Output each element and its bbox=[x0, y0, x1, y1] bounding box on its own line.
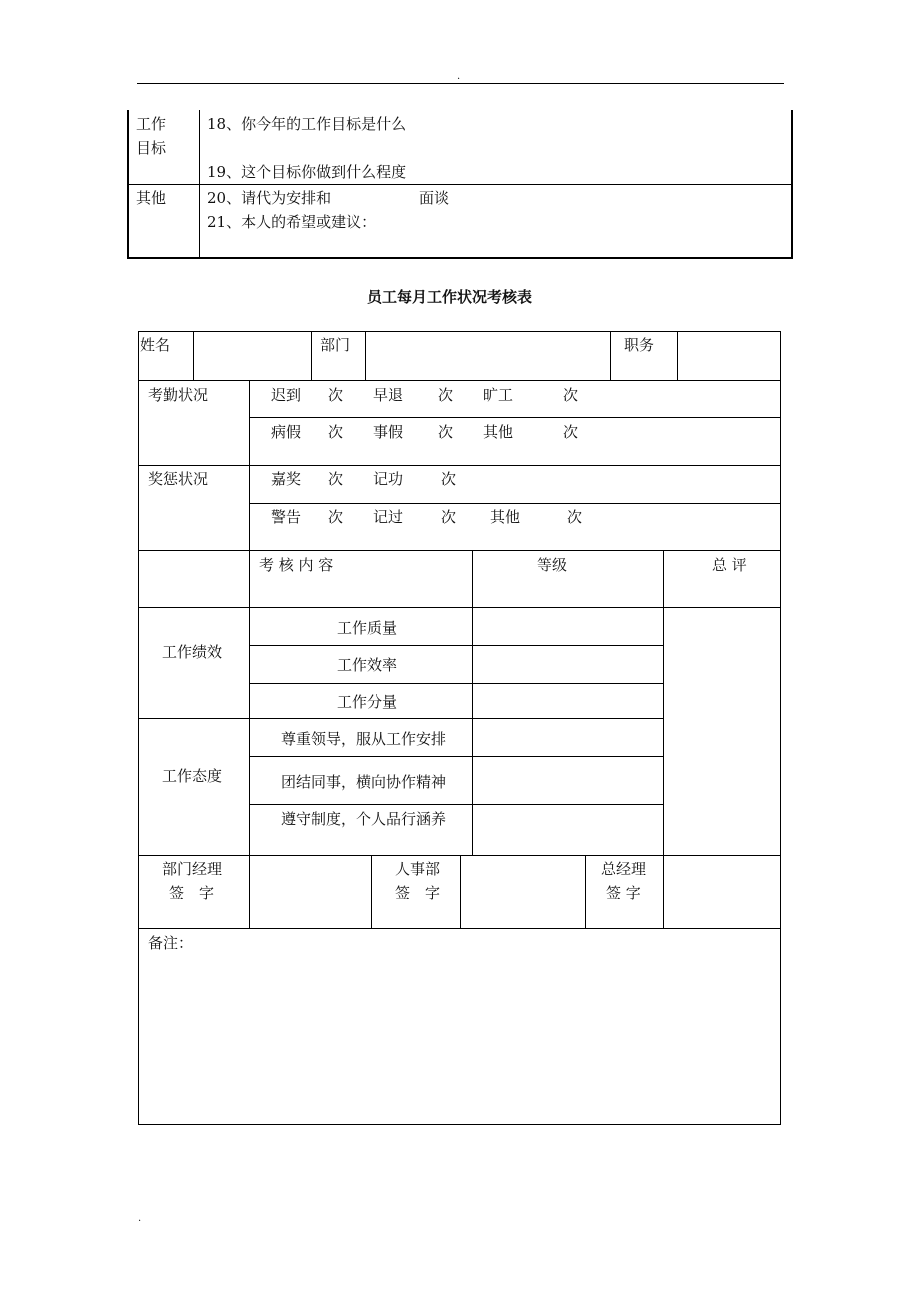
name-label: 姓名 bbox=[140, 336, 171, 354]
col-content-header: 考 核 内 容 bbox=[259, 556, 334, 574]
absent-label: 旷工 bbox=[483, 386, 514, 404]
dept-field[interactable] bbox=[366, 332, 610, 380]
personal-leave-label: 事假 bbox=[373, 423, 404, 441]
times-unit: 次 bbox=[563, 423, 579, 441]
other-label: 其他 bbox=[136, 189, 167, 207]
warning-label: 警告 bbox=[271, 508, 302, 526]
workload-item: 工作分量 bbox=[337, 693, 398, 711]
quality-item: 工作质量 bbox=[337, 619, 398, 637]
commendation-label: 嘉奖 bbox=[271, 470, 302, 488]
hr-signature-field[interactable] bbox=[461, 856, 585, 928]
remarks-label: 备注： bbox=[148, 934, 194, 952]
times-unit: 次 bbox=[328, 423, 344, 441]
times-unit: 次 bbox=[563, 386, 579, 404]
late-label: 迟到 bbox=[271, 386, 302, 404]
merit-label: 记功 bbox=[373, 470, 404, 488]
question-20-part1: 20、请代为安排和 bbox=[207, 189, 332, 207]
demerit-label: 记过 bbox=[373, 508, 404, 526]
remarks-field[interactable] bbox=[139, 955, 780, 1123]
efficiency-item: 工作效率 bbox=[337, 656, 398, 674]
sick-leave-label: 病假 bbox=[271, 423, 302, 441]
dept-manager-label: 部门经理 bbox=[162, 860, 223, 878]
performance-label: 工作绩效 bbox=[162, 643, 223, 661]
teamwork-item: 团结同事，横向协作精神 bbox=[281, 773, 447, 791]
position-field[interactable] bbox=[678, 332, 780, 380]
rewards-label: 奖惩状况 bbox=[148, 470, 209, 488]
form-title: 员工每月工作状况考核表 bbox=[367, 288, 533, 306]
hr-sign-label: 签 字 bbox=[395, 884, 441, 902]
times-unit: 次 bbox=[328, 470, 344, 488]
dept-label: 部门 bbox=[320, 336, 351, 354]
times-unit: 次 bbox=[438, 386, 454, 404]
gm-sign-label: 签 字 bbox=[606, 884, 641, 902]
header-dot: . bbox=[457, 71, 461, 82]
times-unit: 次 bbox=[328, 508, 344, 526]
times-unit: 次 bbox=[567, 508, 583, 526]
question-21: 21、本人的希望或建议： bbox=[207, 213, 377, 231]
other-leave-label: 其他 bbox=[483, 423, 514, 441]
times-unit: 次 bbox=[438, 423, 454, 441]
other-penalty-label: 其他 bbox=[490, 508, 521, 526]
attitude-label: 工作态度 bbox=[162, 767, 223, 785]
hr-label: 人事部 bbox=[395, 860, 441, 878]
position-label: 职务 bbox=[624, 336, 655, 354]
question-20-part2: 面谈 bbox=[419, 189, 450, 207]
respect-item: 尊重领导，服从工作安排 bbox=[281, 730, 447, 748]
conduct-item: 遵守制度，个人品行涵养 bbox=[281, 810, 447, 828]
question-18: 18、你今年的工作目标是什么 bbox=[207, 115, 407, 133]
dept-manager-sign-label: 签 字 bbox=[169, 884, 215, 902]
name-field[interactable] bbox=[194, 332, 311, 380]
gm-signature-field[interactable] bbox=[664, 856, 780, 928]
times-unit: 次 bbox=[441, 470, 457, 488]
question-19: 19、这个目标你做到什么程度 bbox=[207, 163, 407, 181]
times-unit: 次 bbox=[328, 386, 344, 404]
goal-label-line1: 工作 bbox=[136, 115, 167, 133]
times-unit: 次 bbox=[441, 508, 457, 526]
col-overall-header: 总 评 bbox=[712, 556, 747, 574]
goal-label-line2: 目标 bbox=[136, 139, 167, 157]
attendance-label: 考勤状况 bbox=[148, 386, 209, 404]
gm-label: 总经理 bbox=[601, 860, 647, 878]
dept-manager-signature-field[interactable] bbox=[250, 856, 371, 928]
header-rule bbox=[137, 83, 784, 84]
col-grade-header: 等级 bbox=[537, 556, 568, 574]
early-leave-label: 早退 bbox=[373, 386, 404, 404]
footer-dot: . bbox=[138, 1213, 142, 1224]
